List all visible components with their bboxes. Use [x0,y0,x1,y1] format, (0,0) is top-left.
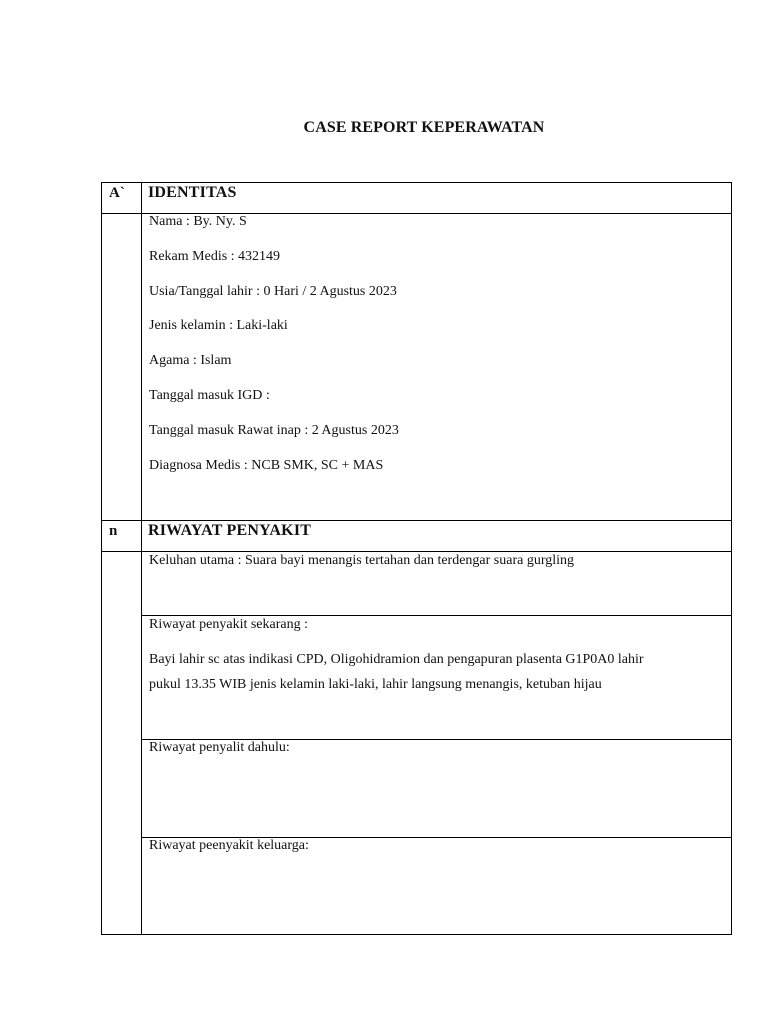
section-riwayat-title: RIWAYAT PENYAKIT [148,522,312,539]
row-divider [141,615,732,616]
section-a-letter: A` [109,185,125,201]
identity-name: Nama : By. Ny. S [149,214,247,229]
identity-inpatient-admission-date: Tanggal masuk Rawat inap : 2 Agustus 2023 [149,423,399,438]
present-illness-text-line-2: pukul 13.35 WIB jenis kelamin laki-laki, lahir langsung menangis, ketuban hijau [149,677,602,692]
row-divider [101,520,732,521]
identity-age-birthdate: Usia/Tanggal lahir : 0 Hari / 2 Agustus 2023 [149,284,397,299]
column-divider [141,182,142,935]
present-illness-label: Riwayat penyakit sekarang : [149,617,309,632]
chief-complaint: Keluhan utama : Suara bayi menangis tertahan dan terdengar suara gurgling [149,553,575,568]
identity-gender: Jenis kelamin : Laki-laki [149,318,288,333]
identity-religion: Agama : Islam [149,353,232,368]
family-illness-label: Riwayat peenyakit keluarga: [149,838,309,853]
identity-er-admission-date: Tanggal masuk IGD : [149,388,270,403]
past-illness-label: Riwayat penyalit dahulu: [149,740,290,755]
identity-medical-diagnosis: Diagnosa Medis : NCB SMK, SC + MAS [149,458,384,473]
section-b-letter: n [109,523,118,539]
present-illness-text-line-1: Bayi lahir sc atas indikasi CPD, Oligohidramion dan pengapuran plasenta G1P0A0 lahir [149,652,644,667]
row-divider [101,551,732,552]
identity-medical-record: Rekam Medis : 432149 [149,249,281,264]
document-title: CASE REPORT KEPERAWATAN [303,119,545,136]
section-identitas-title: IDENTITAS [148,184,237,201]
